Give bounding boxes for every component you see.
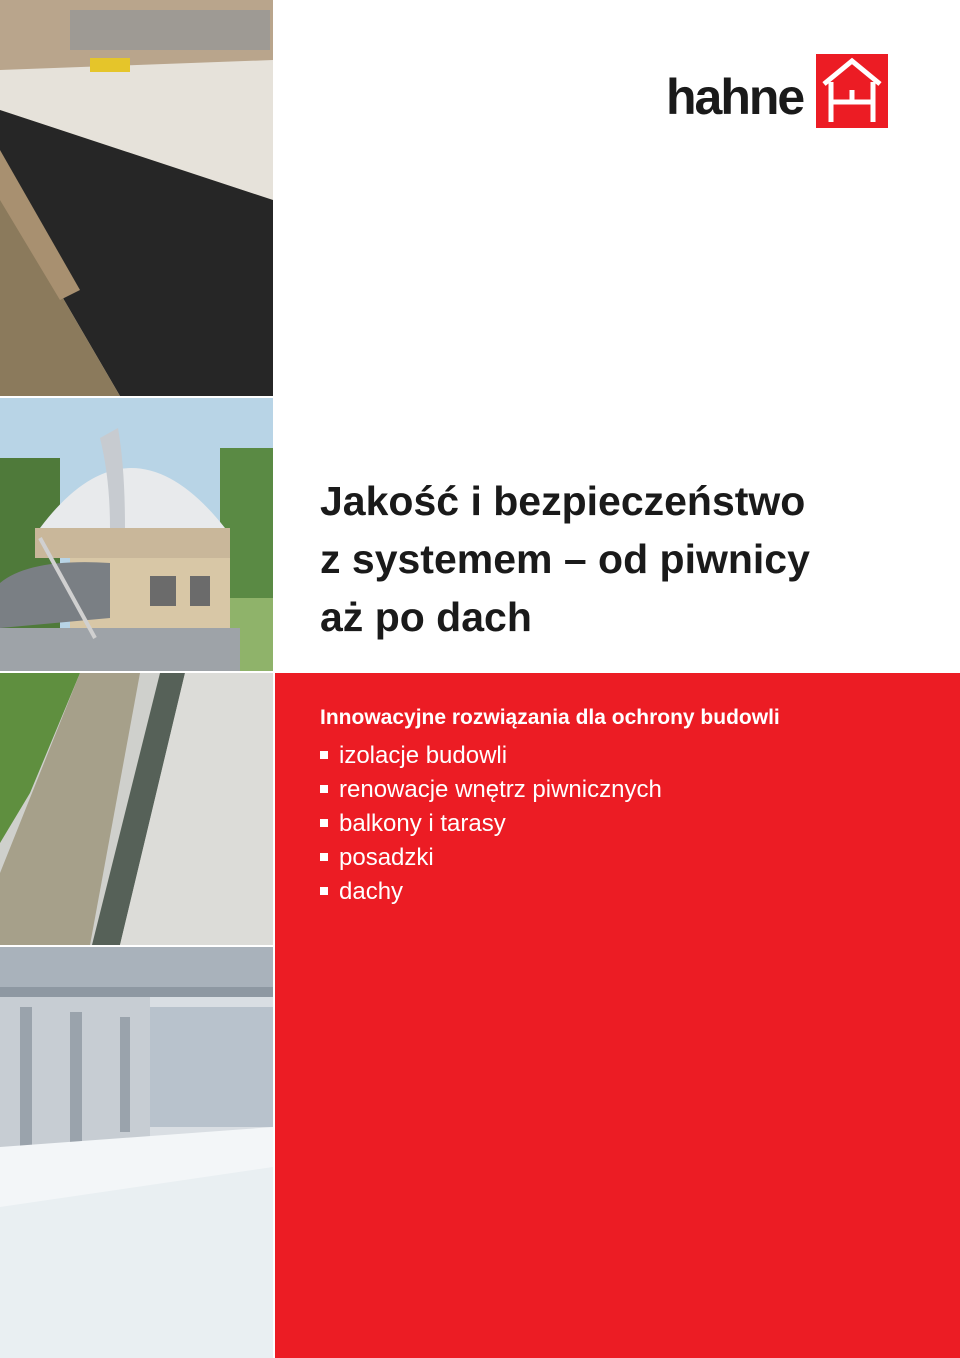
feature-item	[320, 773, 662, 807]
logo-wordmark: hahne	[666, 69, 804, 125]
square-bullet-icon	[320, 853, 328, 861]
photo-basement-waterproofing	[0, 0, 273, 396]
hahne-logo	[666, 54, 888, 128]
photo-paving	[0, 673, 273, 945]
feature-list	[320, 739, 662, 909]
feature-label: izolacje budowli	[339, 742, 508, 769]
subtitle: Innowacyjne rozwiązania dla ochrony budowli	[320, 706, 780, 729]
photo-strip	[0, 0, 273, 1358]
feature-item	[320, 841, 662, 875]
headline-line: Jakość i bezpieczeństwo	[320, 478, 806, 524]
feature-item	[320, 875, 662, 909]
photo-industrial-floor	[0, 947, 273, 1358]
house-h-logo-icon	[816, 54, 888, 128]
square-bullet-icon	[320, 751, 328, 759]
square-bullet-icon	[320, 887, 328, 895]
photo-observatory-dome	[0, 398, 273, 671]
headline-line: z systemem – od piwnicy	[320, 536, 810, 582]
feature-label: balkony i tarasy	[339, 810, 506, 837]
square-bullet-icon	[320, 819, 328, 827]
feature-label: renowacje wnętrz piwnicznych	[339, 776, 662, 803]
feature-item	[320, 739, 662, 773]
headline	[320, 472, 940, 646]
feature-item	[320, 807, 662, 841]
headline-line: aż po dach	[320, 594, 532, 640]
feature-label: posadzki	[339, 844, 434, 871]
square-bullet-icon	[320, 785, 328, 793]
feature-label: dachy	[339, 878, 404, 905]
